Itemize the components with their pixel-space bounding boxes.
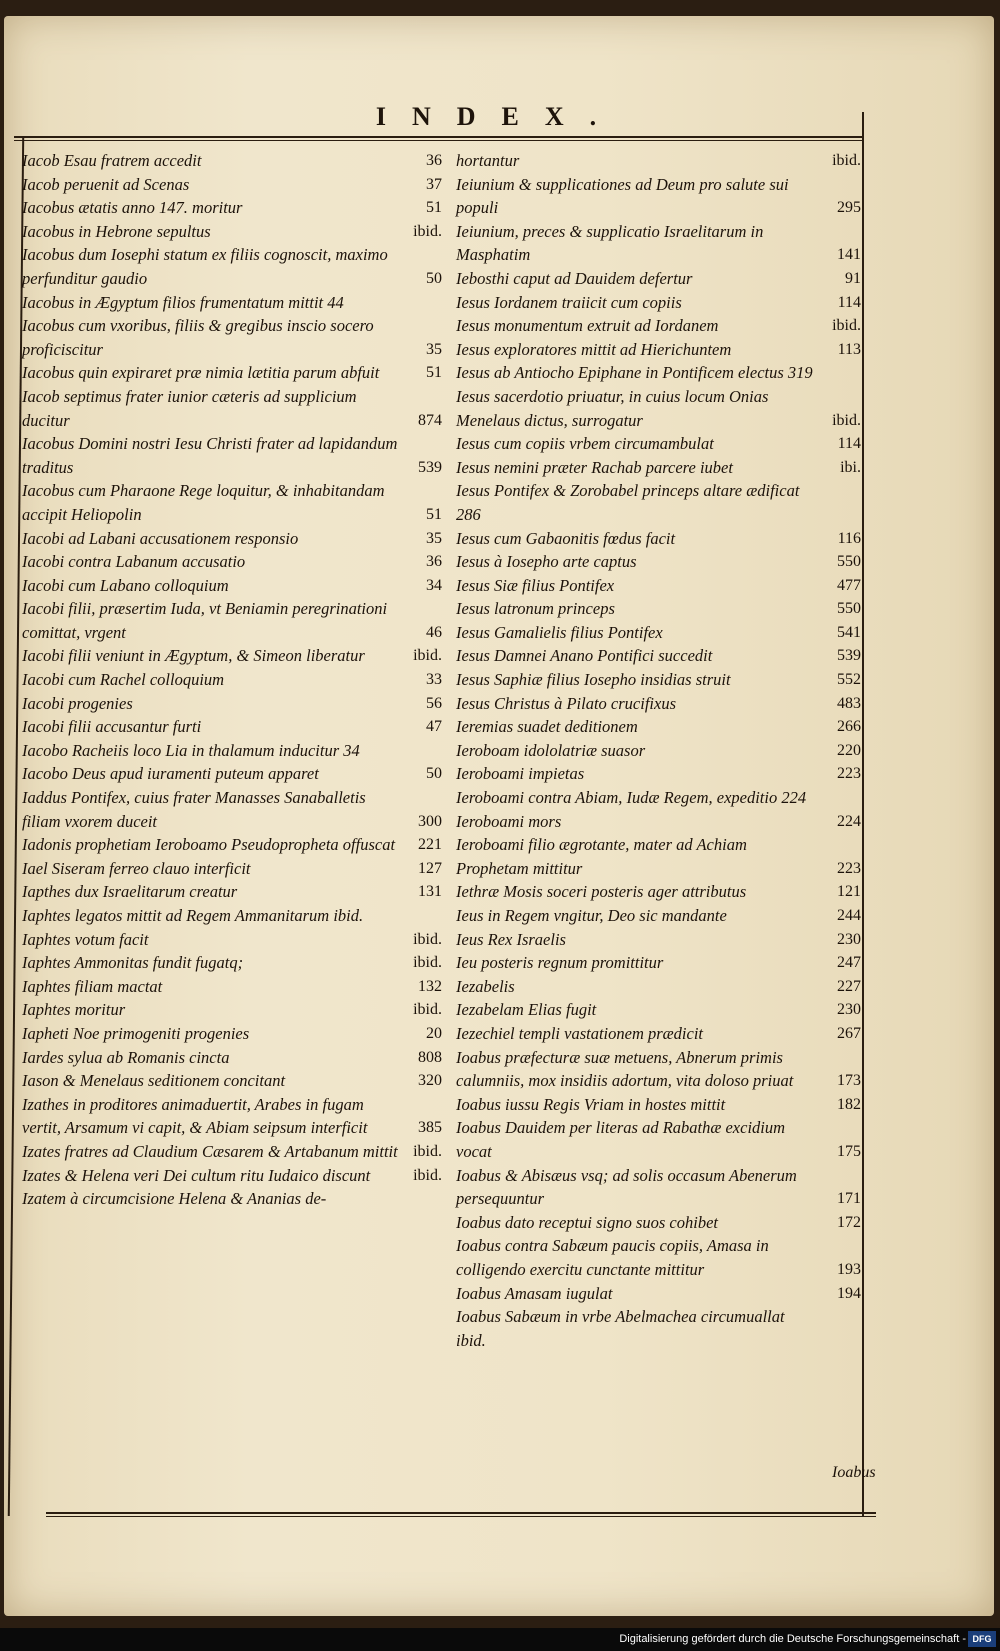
entry-page-number: 46 <box>426 623 442 641</box>
entry-text: Iael Siseram ferreo clauo interficit <box>22 858 251 878</box>
entry-page-number: 244 <box>837 907 861 924</box>
entry-text: Iapheti Noe primogeniti progenies <box>22 1023 250 1043</box>
entry-text: Ioabus Dauidem per literas ad Rabathæ excidium vocat <box>456 1118 786 1161</box>
entry-page-number: 300 <box>418 812 442 830</box>
entry-text: Iebosthi caput ad Dauidem defertur <box>456 268 693 288</box>
entry-text: Iacobus Domini nostri Iesu Christi frater ad lapidandum traditus <box>22 434 398 477</box>
index-entry <box>22 196 442 220</box>
index-entry <box>456 762 861 786</box>
right-border <box>862 112 864 1516</box>
index-entry <box>456 692 861 716</box>
entry-text: Iaphtes votum facit <box>22 929 149 949</box>
entry-page-number: 223 <box>837 765 861 783</box>
entry-text: Iacob peruenit ad Scenas <box>22 174 190 194</box>
entry-text: Ieiunium, preces & supplicatio Israelitarum in Masphatim <box>456 221 764 265</box>
entry-page-number: 171 <box>837 1190 861 1208</box>
entry-page-number: 550 <box>837 600 861 618</box>
entry-text: Iesus Iordanem traiicit cum copiis <box>456 292 682 312</box>
index-entry <box>22 739 442 763</box>
index-entry <box>456 338 861 362</box>
index-entry <box>22 361 442 385</box>
entry-page-number: ibid. <box>413 222 442 240</box>
entry-page-number: 477 <box>837 576 861 594</box>
entry-page-number: 35 <box>426 340 442 358</box>
index-entry <box>22 1046 442 1070</box>
index-entry <box>456 880 861 904</box>
entry-page-number: 193 <box>837 1260 861 1278</box>
entry-page-number: 808 <box>418 1048 442 1066</box>
index-entry <box>456 361 861 385</box>
entry-page-number: 36 <box>426 553 442 571</box>
entry-page-number: 247 <box>837 954 861 972</box>
index-entry <box>22 904 442 928</box>
index-entry <box>456 621 861 645</box>
index-entry <box>456 597 861 621</box>
index-entry <box>22 243 442 290</box>
entry-text: Ieroboam idololatriæ suasor <box>456 740 646 760</box>
entry-page-number: 37 <box>426 175 442 193</box>
index-entry <box>456 1046 861 1093</box>
entry-text: Iesus Damnei Anano Pontifici succedit <box>456 646 713 666</box>
index-entry <box>456 220 861 267</box>
entry-text: Iesus sacerdotio priuatur, in cuius locum Onias Menelaus dictus, surrogatur <box>456 386 769 430</box>
entry-text: Ieroboami filio ægrotante, mater ad Achiam Prophetam mittitur <box>456 835 747 878</box>
index-entry <box>456 1234 861 1281</box>
entry-page-number: 223 <box>837 859 861 877</box>
index-entry <box>456 715 861 739</box>
index-entry <box>456 786 861 810</box>
entry-page-number: 552 <box>837 671 861 689</box>
index-entry <box>456 668 861 692</box>
entry-text: Ieus in Regem vngitur, Deo sic mandante <box>456 906 727 925</box>
entry-text: Ieremias suadet deditionem <box>456 717 638 737</box>
index-entry <box>22 951 442 975</box>
index-entry <box>22 928 442 952</box>
index-entry <box>22 220 442 244</box>
index-entry <box>22 762 442 786</box>
entry-page-number: 221 <box>418 836 442 854</box>
index-entry <box>22 715 442 739</box>
index-entry <box>456 385 861 432</box>
index-entry <box>22 998 442 1022</box>
index-entry <box>22 1069 442 1093</box>
entry-text: Izates fratres ad Claudium Cæsarem & Artabanum mittit <box>22 1141 398 1161</box>
entry-text: Iesus ab Antiocho Epiphane in Pontificem electus 319 <box>456 363 813 383</box>
entry-page-number: 224 <box>837 812 861 830</box>
entry-text: Iacobus ætatis anno 147. moritur <box>22 198 243 218</box>
entry-text: Iardes sylua ab Romanis cincta <box>22 1047 230 1067</box>
index-entry <box>22 1187 442 1211</box>
entry-text: Iapthes dux Israelitarum creatur <box>22 882 238 902</box>
entry-page-number: 33 <box>426 671 442 689</box>
index-column-left <box>22 149 442 1211</box>
index-entry <box>22 597 442 644</box>
entry-text: Iadonis prophetiam Ieroboamo Pseudopropheta offuscat <box>22 835 396 855</box>
entry-page-number: 175 <box>837 1142 861 1160</box>
entry-text: Iesus cum copiis vrbem circumambulat <box>456 434 714 454</box>
entry-text: Ioabus & Abisæus vsq; ad solis occasum Abenerum persequuntur <box>456 1165 797 1209</box>
entry-text: Iacobus in Hebrone sepultus <box>22 221 211 241</box>
index-column-right <box>456 149 861 1352</box>
index-entry <box>22 880 442 904</box>
entry-text: Iesus exploratores mittit ad Hierichuntem <box>456 339 732 359</box>
index-entry <box>22 833 442 857</box>
entry-page-number: 51 <box>426 505 442 523</box>
entry-text: Iacobus cum vxoribus, filiis & gregibus inscio socero proficiscitur <box>22 316 374 359</box>
index-entry <box>456 810 861 834</box>
entry-page-number: 141 <box>837 246 861 264</box>
entry-text: Iacobi filii veniunt in Ægyptum, & Simeon liberatur <box>22 646 365 666</box>
entry-page-number: ibid. <box>832 152 861 169</box>
entry-text: Iacobo Racheiis loco Lia in thalamum inducitur 34 <box>22 740 360 760</box>
entry-page-number: 220 <box>837 741 861 759</box>
entry-text: Iacob Esau fratrem accedit <box>22 151 202 170</box>
index-entry <box>456 951 861 975</box>
bottom-rule <box>46 1512 876 1514</box>
index-entry <box>456 574 861 598</box>
index-entry <box>456 644 861 668</box>
index-entry <box>456 1164 861 1211</box>
page-title: INDEX. <box>375 102 623 131</box>
entry-page-number: 182 <box>837 1095 861 1113</box>
entry-page-number: 173 <box>837 1072 861 1090</box>
entry-text: Ioabus iussu Regis Vriam in hostes mittit <box>456 1094 726 1114</box>
entry-page-number: 121 <box>837 883 861 901</box>
index-entry <box>456 173 861 220</box>
entry-text: Iacobus dum Iosephi statum ex filiis cognoscit, maximo perfunditur gaudio <box>22 245 388 288</box>
index-entry <box>22 291 442 315</box>
entry-text: Iesus monumentum extruit ad Iordanem <box>456 316 719 336</box>
entry-page-number: 267 <box>837 1024 861 1042</box>
top-rule <box>14 136 864 138</box>
entry-text: Izates & Helena veri Dei cultum ritu Iudaico discunt <box>22 1165 371 1185</box>
index-entry <box>456 998 861 1022</box>
entry-text: Iethræ Mosis soceri posteris ager attributus <box>456 882 747 902</box>
entry-text: Ioabus dato receptui signo suos cohibet <box>456 1212 718 1232</box>
index-entry <box>22 385 442 432</box>
entry-text: Iaphtes filiam mactat <box>22 976 163 996</box>
entry-page-number: ibid. <box>832 411 861 429</box>
entry-text: Ieroboami mors <box>456 811 562 831</box>
index-entry <box>22 1140 442 1164</box>
index-entry <box>456 1305 861 1352</box>
entry-text: Iacobi cum Rachel colloquium <box>22 670 225 690</box>
entry-text: Iesus nemini præter Rachab parcere iubet <box>456 457 733 477</box>
entry-text: Iaddus Pontifex, cuius frater Manasses Sanaballetis filiam vxorem duceit <box>22 788 366 831</box>
entry-page-number: 56 <box>426 694 442 712</box>
index-entry <box>456 833 861 880</box>
index-entry <box>22 149 442 173</box>
entry-text: Iason & Menelaus seditionem concitant <box>22 1071 286 1091</box>
entry-text: Izathes in proditores animaduertit, Arabes in fugam vertit, Arsamum vi capit, & Abiam seipsum interficit <box>22 1094 368 1138</box>
entry-page-number: ibi. <box>840 458 861 476</box>
index-entry <box>22 550 442 574</box>
entry-page-number: ibid. <box>413 647 442 665</box>
entry-text: Iesus Saphiæ filius Iosepho insidias struit <box>456 670 731 690</box>
entry-page-number: 172 <box>837 1213 861 1231</box>
entry-text: Iesus Pontifex & Zorobabel princeps altare ædificat 286 <box>456 481 800 524</box>
entry-text: Iaphtes moritur <box>22 1000 126 1020</box>
entry-page-number: 51 <box>426 199 442 217</box>
entry-text: Iacobi ad Labani accusationem responsio <box>22 528 299 548</box>
book-page <box>4 16 994 1616</box>
entry-text: Iesus latronum princeps <box>456 599 615 619</box>
entry-page-number: 266 <box>837 718 861 736</box>
entry-text: Iesus cum Gabaonitis fœdus facit <box>456 528 676 548</box>
entry-page-number: ibid. <box>413 1142 442 1160</box>
entry-page-number: 194 <box>837 1284 861 1302</box>
index-entry <box>22 644 442 668</box>
entry-text: Iacobi contra Labanum accusatio <box>22 552 246 572</box>
entry-text: Ioabus contra Sabæum paucis copiis, Amasa in colligendo exercitu cunctante mittitur <box>456 1236 769 1279</box>
index-entry <box>456 267 861 291</box>
entry-page-number: 230 <box>837 1001 861 1019</box>
bottom-rule-thin <box>46 1516 876 1517</box>
index-entry <box>456 527 861 551</box>
entry-page-number: ibid. <box>413 1166 442 1184</box>
entry-page-number: 47 <box>426 718 442 736</box>
index-entry <box>456 456 861 480</box>
index-entry <box>456 975 861 999</box>
entry-page-number: 541 <box>837 623 861 641</box>
entry-text: Iacobi cum Labano colloquium <box>22 575 229 595</box>
index-entry <box>456 479 861 526</box>
entry-page-number: 385 <box>418 1119 442 1137</box>
index-entry <box>22 527 442 551</box>
entry-page-number: 114 <box>837 435 861 453</box>
entry-text: Iacobus in Ægyptum filios frumentatum mittit 44 <box>22 292 344 312</box>
entry-page-number: 50 <box>426 765 442 783</box>
entry-page-number: 34 <box>426 576 442 594</box>
entry-text: Ioabus præfecturæ suæ metuens, Abnerum primis calumniis, mox insidiis adortum, vita doloso priuat <box>456 1047 794 1091</box>
entry-page-number: 36 <box>426 152 442 169</box>
entry-page-number: ibid. <box>832 317 861 335</box>
entry-text: hortantur <box>456 151 520 170</box>
entry-text: Iezabelam Elias fugit <box>456 1000 597 1020</box>
entry-text: Iacobus cum Pharaone Rege loquitur, & inhabitandam accipit Heliopolin <box>22 481 385 524</box>
entry-page-number: 91 <box>845 269 861 287</box>
entry-page-number: ibid. <box>413 954 442 972</box>
entry-page-number: 35 <box>426 529 442 547</box>
entry-page-number: 227 <box>837 977 861 995</box>
entry-text: Iacobi progenies <box>22 693 133 713</box>
entry-page-number: 230 <box>837 930 861 948</box>
entry-text: Iaphtes legatos mittit ad Regem Ammanitarum ibid. <box>22 906 364 925</box>
index-entry <box>22 173 442 197</box>
index-entry <box>456 739 861 763</box>
index-entry <box>22 574 442 598</box>
entry-page-number: 131 <box>418 883 442 901</box>
dfg-logo: DFG <box>968 1631 996 1647</box>
index-entry <box>22 1093 442 1140</box>
entry-text: Iacobo Deus apud iuramenti puteum apparet <box>22 764 319 784</box>
entry-page-number: 539 <box>837 647 861 665</box>
index-entry <box>22 857 442 881</box>
index-entry <box>456 314 861 338</box>
entry-page-number: 320 <box>418 1072 442 1090</box>
entry-page-number: 51 <box>426 364 442 382</box>
index-entry <box>456 1282 861 1306</box>
index-entry <box>22 786 442 833</box>
entry-page-number: 539 <box>418 458 442 476</box>
index-entry <box>456 432 861 456</box>
entry-text: Ioabus Sabæum in vrbe Abelmachea circumuallat ibid. <box>456 1307 785 1350</box>
entry-text: Iezabelis <box>456 976 515 996</box>
index-entry <box>456 1093 861 1117</box>
digitization-credit: Digitalisierung gefördert durch die Deutsche Forschungsgemeinschaft - <box>0 1628 1000 1651</box>
entry-text: Ieroboami contra Abiam, Iudæ Regem, expeditio 224 <box>456 788 807 808</box>
index-entry <box>22 314 442 361</box>
entry-page-number: 483 <box>837 694 861 712</box>
entry-text: Iacobi filii, præsertim Iuda, vt Beniamin peregrinationi comittat, vrgent <box>22 599 388 642</box>
index-entry <box>22 975 442 999</box>
entry-text: Iesus Siæ filius Pontifex <box>456 575 615 595</box>
entry-text: Iacobus quin expiraret præ nimia lætitia parum abfuit <box>22 363 380 383</box>
index-entry <box>456 149 861 173</box>
entry-text: Ieroboami impietas <box>456 764 585 784</box>
index-entry <box>22 1022 442 1046</box>
entry-page-number: 295 <box>837 199 861 217</box>
index-entry <box>456 928 861 952</box>
entry-page-number: ibid. <box>413 1001 442 1019</box>
index-entry <box>22 668 442 692</box>
index-entry <box>22 692 442 716</box>
entry-text: Ioabus Amasam iugulat <box>456 1283 613 1303</box>
entry-text: Iacob septimus frater iunior cæteris ad supplicium ducitur <box>22 386 357 430</box>
index-entry <box>456 291 861 315</box>
entry-page-number: 116 <box>837 529 861 547</box>
entry-page-number: 874 <box>418 411 442 429</box>
entry-text: Iacobi filii accusantur furti <box>22 717 202 737</box>
entry-text: Iesus à Iosepho arte captus <box>456 552 637 572</box>
index-entry <box>456 1022 861 1046</box>
index-entry <box>456 1211 861 1235</box>
entry-text: Izatem à circumcisione Helena & Ananias de- <box>22 1189 327 1209</box>
entry-text: Ieus Rex Israelis <box>456 929 566 949</box>
entry-text: Ieiunium & supplicationes ad Deum pro salute sui populi <box>456 174 789 218</box>
entry-page-number: 114 <box>837 293 861 311</box>
entry-text: Iezechiel templi vastationem prædicit <box>456 1023 703 1043</box>
index-entry <box>22 432 442 479</box>
top-rule-thin <box>14 140 864 141</box>
entry-text: Ieu posteris regnum promittitur <box>456 953 664 973</box>
entry-page-number: 550 <box>837 553 861 571</box>
entry-page-number: 132 <box>418 977 442 995</box>
index-entry <box>456 904 861 928</box>
index-entry <box>456 1116 861 1163</box>
entry-page-number: 113 <box>837 340 861 358</box>
catchword: Ioabus <box>832 1464 876 1481</box>
entry-text: Iesus Christus à Pilato crucifixus <box>456 693 676 713</box>
entry-text: Iesus Gamalielis filius Pontifex <box>456 622 663 642</box>
index-entry <box>22 1164 442 1188</box>
entry-page-number: 20 <box>426 1024 442 1042</box>
entry-page-number: 127 <box>418 859 442 877</box>
entry-page-number: 50 <box>426 269 442 287</box>
index-entry <box>22 479 442 526</box>
entry-text: Iaphtes Ammonitas fundit fugatq; <box>22 953 244 973</box>
index-entry <box>456 550 861 574</box>
entry-page-number: ibid. <box>413 930 442 948</box>
